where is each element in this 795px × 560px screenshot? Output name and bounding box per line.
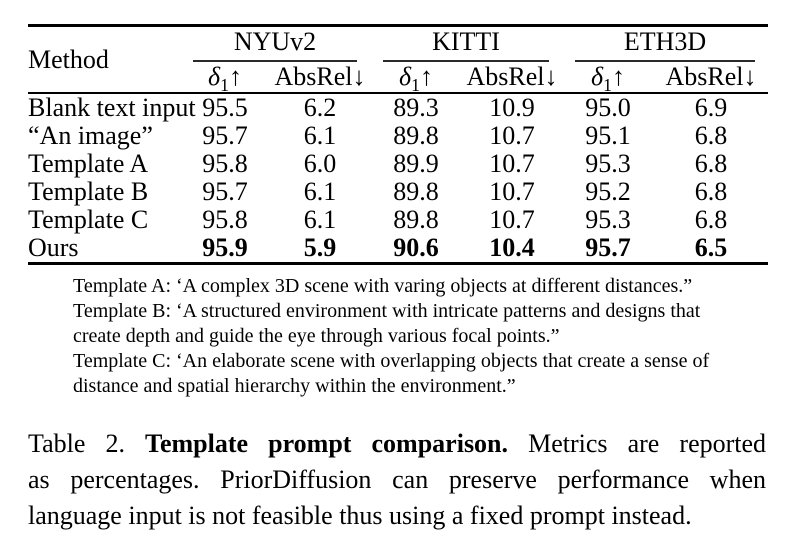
table-row [28,234,768,264]
method-cell: Template B [28,177,149,206]
up-arrow-icon: ↑ [611,62,625,91]
method-cell: Template A [28,149,149,178]
footnote-line: distance and spatial hierarchy within the environment.” [73,375,516,397]
caption-line-3: language input is not feasible thus using a fixed prompt instead. [28,501,692,530]
delta-subscript: 1 [220,75,229,96]
value-cell: 6.5 [694,233,728,262]
delta-subscript: 1 [603,75,612,96]
method-cell: “An image” [28,121,153,150]
value-cell: 89.8 [393,177,439,206]
value-cell: 6.8 [694,177,728,206]
footnote-line: Template B: ‘A structured environment with intricate patterns and designs that [73,300,701,322]
table-row [28,122,768,150]
value-cell: 95.2 [585,177,631,206]
value-cell: 6.8 [694,149,728,178]
down-arrow-icon: ↓ [544,62,558,91]
value-cell: 95.3 [585,149,631,178]
group-header-nyuv2 [180,26,370,63]
metric-header-delta1-nyuv2 [180,62,270,96]
method-cell: Blank text input [28,93,196,122]
up-arrow-icon: ↑ [419,62,433,91]
value-cell: 6.2 [303,93,337,122]
value-cell: 6.1 [303,121,337,150]
footnote-line: Template A: ‘A complex 3D scene with varing objects at different distances.” [73,275,693,297]
value-cell: 6.8 [694,121,728,150]
results-table [28,24,768,265]
delta-symbol: δ [399,62,412,91]
value-cell: 95.0 [585,93,631,122]
metric-header-absrel-kitti [462,62,562,93]
value-cell: 10.7 [489,177,535,206]
value-cell: 95.7 [202,177,248,206]
value-cell: 89.3 [393,93,439,122]
group-header-row [28,26,768,63]
footnote-line: Template C: ‘An elaborate scene with overlapping objects that create a sense of [73,350,710,372]
value-cell: 89.9 [393,149,439,178]
group-header-kitti [370,26,562,63]
down-arrow-icon: ↓ [352,62,366,91]
delta-symbol: δ [591,62,604,91]
down-arrow-icon: ↓ [743,62,757,91]
value-cell: 6.8 [694,205,728,234]
metric-header-absrel-eth3d [654,62,768,93]
table-row [28,150,768,178]
method-cell: Template C [28,205,149,234]
value-cell: 6.1 [303,177,337,206]
value-cell: 6.9 [694,93,728,122]
value-cell: 10.4 [489,233,535,262]
metric-header-delta1-kitti [370,62,462,96]
table-caption [28,426,766,534]
value-cell: 89.8 [393,121,439,150]
value-cell: 89.8 [393,205,439,234]
value-cell: 95.5 [202,93,248,122]
table-row [28,206,768,234]
value-cell: 95.7 [585,233,631,262]
value-cell: 5.9 [303,233,337,262]
group-label-nyuv2: NYUv2 [193,27,357,62]
method-column-header: Method [28,44,109,74]
absrel-label: AbsRel [466,62,545,91]
template-footnotes [73,274,768,399]
footnote-line: create depth and guide the eye through various focal points.” [73,325,560,347]
caption-bold-title: Template prompt comparison. [145,429,509,458]
value-cell: 95.8 [202,205,248,234]
caption-table-label: Table 2. [28,429,125,458]
absrel-label: AbsRel [665,62,744,91]
value-cell: 95.8 [202,149,248,178]
value-cell: 10.7 [489,149,535,178]
delta-symbol: δ [208,62,221,91]
metric-header-absrel-nyuv2 [270,62,370,93]
value-cell: 90.6 [393,233,439,262]
value-cell: 95.7 [202,121,248,150]
absrel-label: AbsRel [274,62,353,91]
group-label-kitti: KITTI [383,27,549,62]
value-cell: 6.0 [303,149,337,178]
group-label-eth3d: ETH3D [575,27,755,62]
table-row [28,93,768,122]
method-cell: Ours [28,233,79,262]
caption-line-2: as percentages. PriorDiffusion can preserve performance when [28,465,766,494]
table-row [28,178,768,206]
delta-subscript: 1 [411,75,420,96]
table-header [28,26,768,94]
table-body [28,93,768,264]
value-cell: 10.9 [489,93,535,122]
group-header-eth3d [562,26,768,63]
value-cell: 95.9 [202,233,248,262]
value-cell: 10.7 [489,121,535,150]
caption-line-1 [28,426,766,462]
value-cell: 95.1 [585,121,631,150]
value-cell: 6.1 [303,205,337,234]
up-arrow-icon: ↑ [228,62,242,91]
value-cell: 95.3 [585,205,631,234]
metric-header-delta1-eth3d [562,62,654,96]
caption-line-1-rest: Metrics are reported [528,429,767,458]
value-cell: 10.7 [489,205,535,234]
